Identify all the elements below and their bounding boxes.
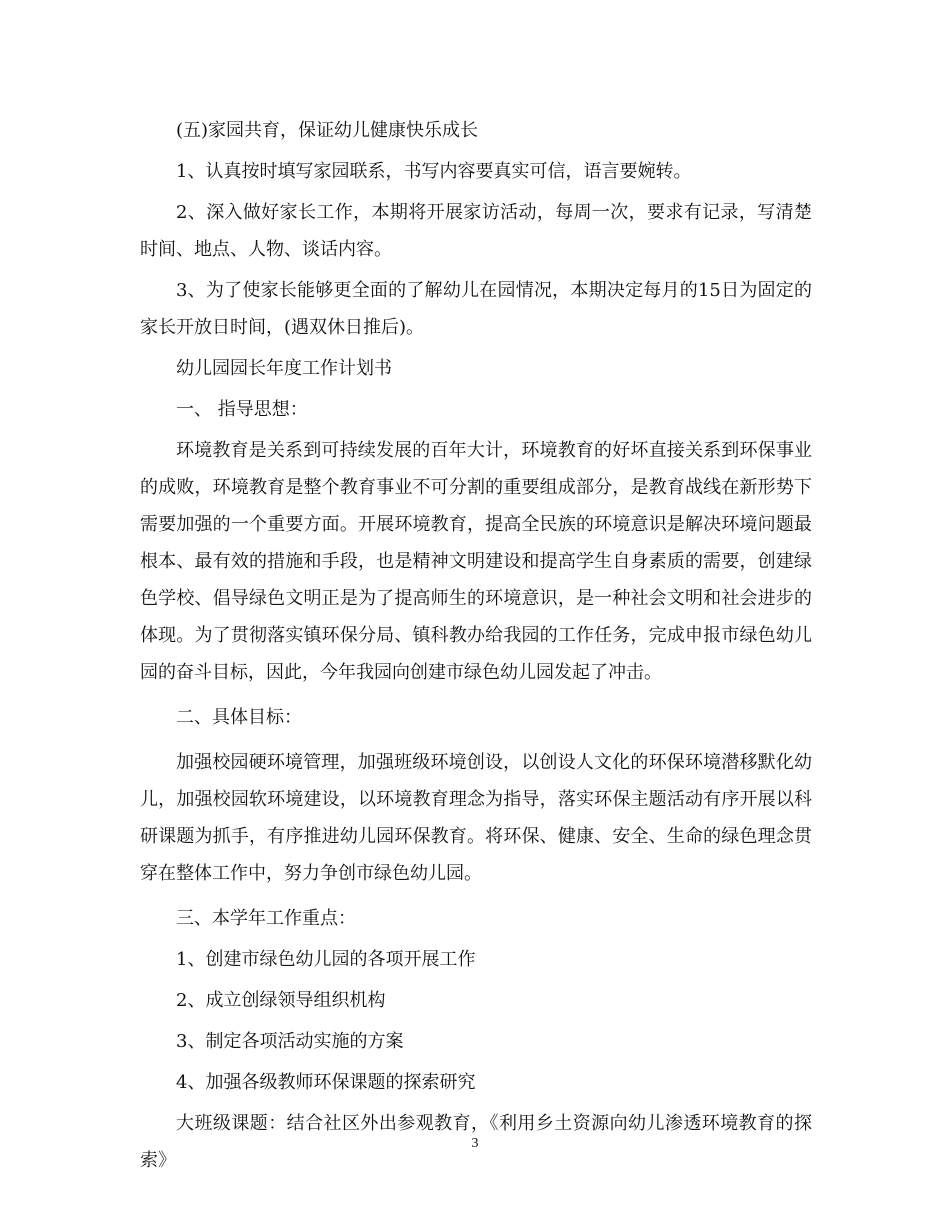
section-heading-key-work: 三、本学年工作重点： (176, 908, 356, 929)
list-item-key-work-3: 3、制定各项活动实施的方案 (176, 1031, 404, 1052)
section-heading-home-school: (五)家园共育，保证幼儿健康快乐成长 (176, 120, 479, 141)
paragraph-class-topic: 大班级课题：结合社区外出参观教育，《利用乡土资源向幼儿渗透环境教育的探索》 (140, 1113, 812, 1171)
paragraph-guiding-ideology: 环境教育是关系到可持续发展的百年大计，环境教育的好坏直接关系到环保事业的成败，环境教育是整个教育事业不可分割的重要组成部分，是教育战线在新形势下需要加强的一个重要方面。开展环境教育，提高全民族的环境意识是解决环境问题最根本、最有效的措施和手段，也是精神文明建设和提高学生自身素质的需要，创建绿色学校、倡导绿色文明正是为了提高师生的环境意识，是一种社会文明和社会进步的体现。为了贯彻落实镇环保分局、镇科教办给我园的工作任务，完成申报市绿色幼儿园的奋斗目标，因此，今年我园向创建市绿色幼儿园发起了冲击。 (140, 440, 812, 683)
list-item-key-work-4: 4、加强各级教师环保课题的探索研究 (176, 1072, 476, 1093)
document-body (140, 112, 812, 1179)
paragraph-item-3: 3、为了使家长能够更全面的了解幼儿在园情况，本期决定每月的15日为固定的家长开放日时间，(遇双休日推后)。 (140, 280, 812, 338)
section-heading-guiding-ideology: 一、 指导思想： (176, 399, 308, 420)
paragraph-specific-goals: 加强校园硬环境管理，加强班级环境创设，以创设人文化的环保环境潜移默化幼儿，加强校园软环境建设，以环境教育理念为指导，落实环保主题活动有序开展以科研课题为抓手，有序推进幼儿园环保教育。将环保、健康、安全、生命的绿色理念贯穿在整体工作中，努力争创市绿色幼儿园。 (140, 752, 812, 884)
list-item-key-work-1: 1、创建市绿色幼儿园的各项开展工作 (176, 949, 476, 970)
document-title: 幼儿园园长年度工作计划书 (176, 358, 392, 379)
list-item-key-work-2: 2、成立创绿领导组织机构 (176, 990, 386, 1011)
page-number: 3 (471, 1136, 479, 1151)
paragraph-item-2: 2、深入做好家长工作，本期将开展家访活动，每周一次，要求有记录，写清楚时间、地点、人物、谈话内容。 (140, 202, 812, 260)
paragraph-item-1: 1、认真按时填写家园联系，书写内容要真实可信，语言要婉转。 (176, 161, 692, 182)
section-heading-specific-goals: 二、具体目标： (176, 707, 302, 728)
